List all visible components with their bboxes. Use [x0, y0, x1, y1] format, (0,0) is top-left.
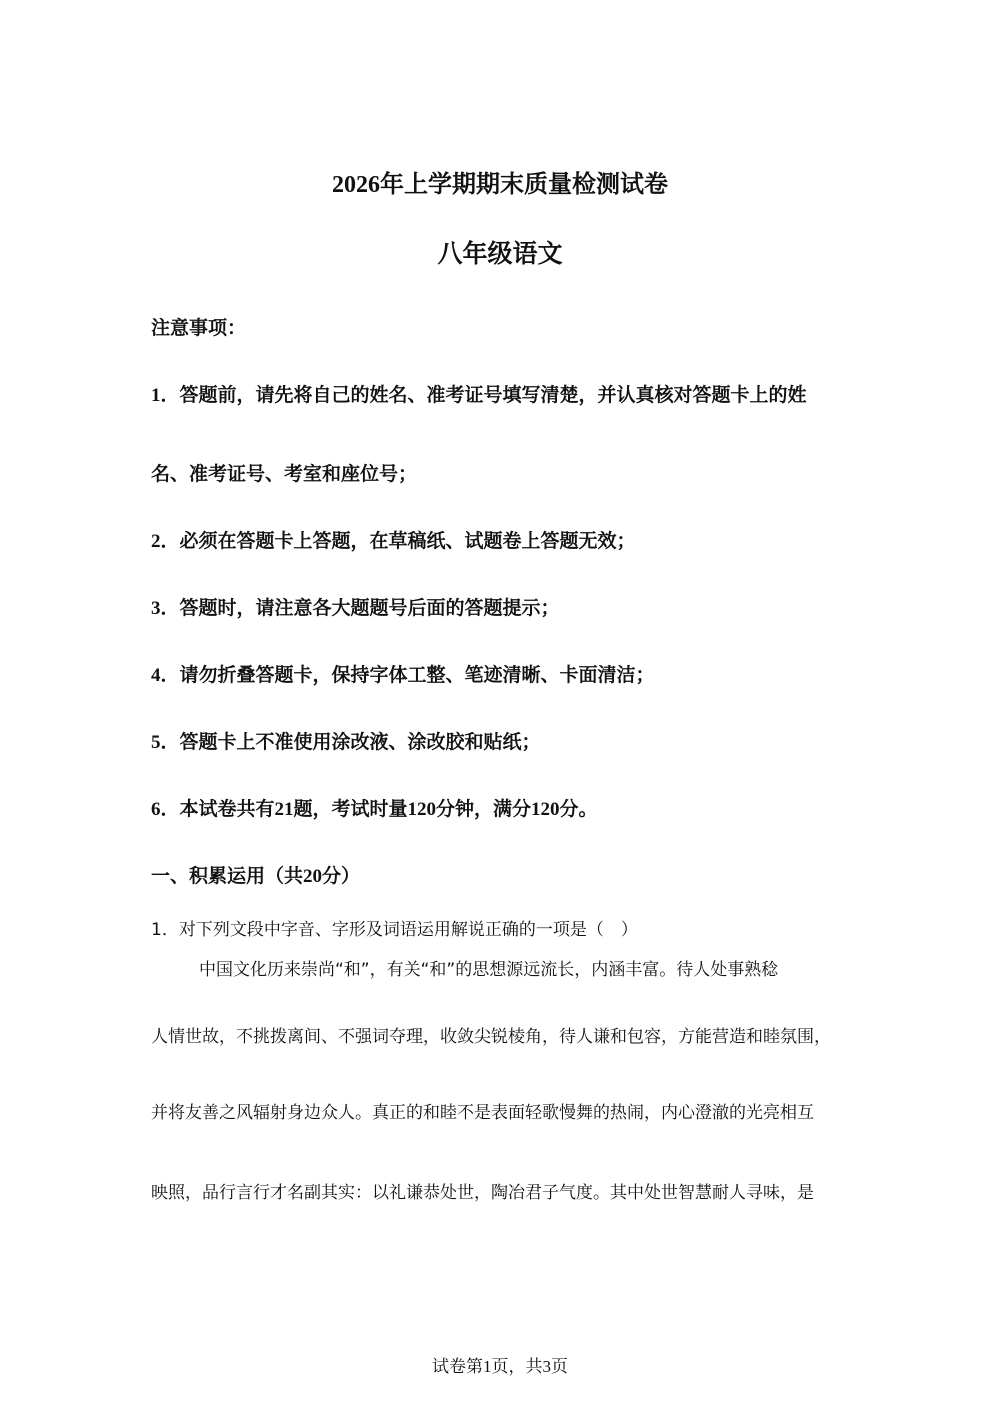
- passage-line-4: 映照，品行言行才名副其实：以礼谦恭处世，陶冶君子气度。其中处世智慧耐人寻味，是: [151, 1183, 814, 1203]
- notice-item-2: 2．必须在答题卡上答题，在草稿纸、试题卷上答题无效；: [151, 531, 636, 552]
- exam-subtitle: 八年级语文: [437, 241, 563, 268]
- notice-item-1: 1．答题前，请先将自己的姓名、准考证号填写清楚，并认真核对答题卡上的姓: [151, 385, 807, 406]
- notice-item-1-cont: 名、准考证号、考室和座位号；: [151, 464, 418, 485]
- section-heading: 一、积累运用（共20分）: [151, 866, 361, 887]
- exam-title: 2026年上学期期末质量检测试卷: [332, 172, 668, 198]
- notice-item-3: 3．答题时，请注意各大题题号后面的答题提示；: [151, 598, 560, 619]
- passage-line-1: 中国文化历来崇尚“和”，有关“和”的思想源远流长，内涵丰富。待人处事熟稔: [199, 960, 779, 980]
- question-1-stem: 1．对下列文段中字音、字形及词语运用解说正确的一项是（ ）: [151, 920, 638, 940]
- page-footer: 试卷第1页，共3页: [432, 1357, 568, 1376]
- passage-line-3: 并将友善之风辐射身边众人。真正的和睦不是表面轻歌慢舞的热闹，内心澄澈的光亮相互: [151, 1103, 814, 1123]
- notice-item-4: 4．请勿折叠答题卡，保持字体工整、笔迹清晰、卡面清洁；: [151, 665, 655, 686]
- notice-item-5: 5．答题卡上不准使用涂改液、涂改胶和贴纸；: [151, 732, 541, 753]
- notice-heading: 注意事项：: [151, 318, 247, 339]
- passage-line-2: 人情世故，不挑拨离间、不强词夺理，收敛尖锐棱角，待人谦和包容，方能营造和睦氛围，: [151, 1027, 831, 1047]
- notice-item-6: 6．本试卷共有21题，考试时量120分钟，满分120分。: [151, 799, 598, 820]
